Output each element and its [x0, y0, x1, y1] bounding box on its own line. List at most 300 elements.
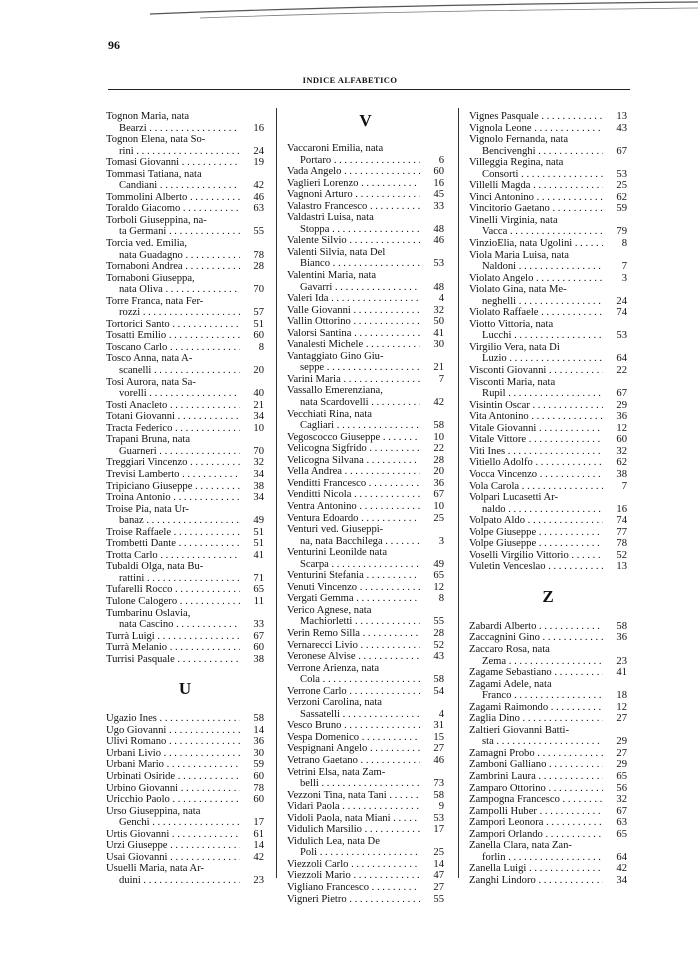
entry-page-number: 58: [433, 420, 444, 432]
entry-page-number: 21: [253, 399, 264, 411]
index-column-3: [469, 111, 627, 886]
entry-name-line: Zagame Sebastiano . . .: [469, 667, 603, 679]
entry-name-line: Tommasi Tatiana, nata: [106, 168, 202, 180]
entry-name-continuation: neghelli . . .: [469, 296, 603, 308]
entry-name: [287, 212, 420, 235]
index-entry: [106, 238, 264, 261]
entry-name: [106, 261, 240, 273]
entry-name-line: Urso Giuseppina, nata: [106, 805, 201, 817]
index-entry: [106, 111, 264, 134]
page-number: 96: [108, 38, 120, 52]
index-entry: [287, 755, 444, 767]
entry-name-line: Urzi Giuseppe . . .: [106, 840, 240, 852]
entry-name-line: Tufarelli Rocco . . .: [106, 584, 240, 596]
entry-name: [469, 307, 603, 319]
entry-name-line: Urbino Giovanni . . .: [106, 783, 240, 795]
entry-page-number: 32: [433, 304, 444, 316]
entry-name: [287, 501, 420, 513]
index-entry: [106, 631, 264, 643]
section-letter: Z: [542, 586, 554, 606]
entry-name-line: Tubaldi Olga, nata Bu-: [106, 561, 204, 573]
entry-name: [106, 238, 240, 261]
entry-name: [106, 423, 240, 435]
entry-page-number: 17: [433, 824, 444, 836]
entry-name: [106, 469, 240, 481]
entry-page-number: 70: [253, 284, 264, 296]
index-entry: [469, 180, 627, 192]
entry-name-line: Valdastri Luisa, nata: [287, 212, 374, 224]
entry-name: [287, 166, 420, 178]
index-entry: [469, 457, 627, 469]
entry-page-number: 3: [621, 272, 627, 284]
entry-page-number: 73: [433, 778, 444, 790]
index-entry: [287, 859, 444, 871]
index-entry: [287, 409, 444, 432]
entry-name-line: Usai Giovanni . . .: [106, 852, 240, 864]
entry-name-line: Urbani Mario . . .: [106, 759, 240, 771]
entry-page-number: 53: [616, 168, 627, 180]
entry-name: [106, 157, 240, 169]
entry-name: [287, 686, 420, 698]
entry-name-line: Tumbarinu Oslavia,: [106, 607, 191, 619]
entry-name-continuation: rozzi . . .: [106, 307, 240, 319]
entry-name-line: Tommolini Alberto . . .: [106, 192, 240, 204]
index-entry: [469, 123, 627, 135]
index-entry: [106, 608, 264, 631]
index-entry: [469, 783, 627, 795]
index-entry: [469, 794, 627, 806]
entry-name-line: Urbani Livio . . .: [106, 748, 240, 760]
entry-name: [287, 593, 420, 605]
index-entry: [287, 628, 444, 640]
entry-name: [469, 319, 603, 342]
index-entry: [469, 829, 627, 841]
index-entry: [287, 570, 444, 582]
entry-name: [106, 829, 240, 841]
entry-page-number: 51: [253, 318, 264, 330]
entry-name-line: Viotto Vittoria, nata: [469, 318, 554, 330]
index-entry: [106, 319, 264, 331]
index-entry: [287, 663, 444, 686]
entry-name-line: Tornaboni Giuseppa,: [106, 272, 195, 284]
entry-name-line: Tracta Federico . . .: [106, 423, 240, 435]
entry-name-line: Verrone Carlo . . .: [287, 686, 420, 698]
entry-name-line: Visconti Giovanni . . .: [469, 365, 603, 377]
entry-page-number: 62: [616, 191, 627, 203]
entry-name-line: Treggiari Vincenzo . . .: [106, 457, 240, 469]
entry-page-number: 8: [621, 238, 627, 250]
entry-name: [287, 235, 420, 247]
entry-name: [287, 178, 420, 190]
entry-name-line: Usuelli Maria, nata Ar-: [106, 863, 205, 875]
index-entry: [469, 446, 627, 458]
entry-page-number: 8: [258, 341, 264, 353]
entry-name: [469, 111, 603, 123]
entry-name-line: Valentini Maria, nata: [287, 270, 377, 282]
index-entry: [106, 353, 264, 376]
entry-name-line: Vanalesti Michele . . .: [287, 339, 420, 351]
entry-name-line: Vergati Gemma . . .: [287, 593, 420, 605]
entry-page-number: 48: [433, 281, 444, 293]
entry-page-number: 32: [616, 445, 627, 457]
entry-name: [469, 794, 603, 806]
entry-name: [469, 527, 603, 539]
entry-name: [287, 732, 420, 744]
entry-page-number: 27: [433, 743, 444, 755]
entry-page-number: 38: [253, 653, 264, 665]
entry-page-number: 53: [433, 812, 444, 824]
entry-name-continuation: naldo . . .: [469, 504, 603, 516]
entry-page-number: 48: [433, 223, 444, 235]
entry-page-number: 65: [433, 570, 444, 582]
entry-page-number: 34: [253, 468, 264, 480]
entry-name: [106, 840, 240, 852]
entry-page-number: 65: [616, 770, 627, 782]
entry-name-line: Visconti Maria, nata: [469, 376, 556, 388]
entry-name: [287, 743, 420, 755]
index-entry: [469, 644, 627, 667]
index-entry: [106, 736, 264, 748]
entry-name: [106, 561, 240, 584]
entry-name-line: Zampori Orlando . . .: [469, 829, 603, 841]
entry-page-number: 70: [253, 445, 264, 457]
index-entry: [287, 455, 444, 467]
entry-name: [106, 377, 240, 400]
entry-name-line: VinzioElia, nata Ugolini . . .: [469, 238, 603, 250]
entry-page-number: 25: [616, 180, 627, 192]
entry-name-line: Vigliano Francesco . . .: [287, 882, 420, 894]
index-entry: [106, 457, 264, 469]
entry-name: [287, 143, 420, 166]
entry-page-number: 64: [616, 353, 627, 365]
entry-name: [469, 180, 603, 192]
entry-name: [469, 377, 603, 400]
entry-name-line: Troina Antonio . . .: [106, 492, 240, 504]
entry-name-continuation: nata Scardovelli . . .: [287, 397, 420, 409]
entry-page-number: 31: [433, 720, 444, 732]
entry-name-continuation: na, nata Bacchilega . . .: [287, 536, 420, 548]
entry-name-line: Viola Maria Luisa, nata: [469, 249, 569, 261]
entry-name: [106, 319, 240, 331]
entry-name-line: Tornaboni Andrea . . .: [106, 261, 240, 273]
entry-name-continuation: rini . . .: [106, 146, 240, 158]
index-entry: [287, 305, 444, 317]
entry-name: [287, 836, 420, 859]
index-entry: [287, 582, 444, 594]
entry-name-line: Zaglia Dino . . .: [469, 713, 603, 725]
entry-name-line: Torboli Giuseppina, na-: [106, 214, 207, 226]
entry-page-number: 65: [253, 584, 264, 596]
entry-page-number: 16: [616, 503, 627, 515]
entry-name: [106, 330, 240, 342]
entry-name-line: Vaglieri Lorenzo . . .: [287, 178, 420, 190]
entry-page-number: 23: [616, 655, 627, 667]
entry-name: [469, 806, 603, 818]
entry-page-number: 18: [616, 690, 627, 702]
entry-name-line: Vola Carola . . .: [469, 481, 603, 493]
entry-name-line: Zampolli Huber . . .: [469, 806, 603, 818]
entry-name: [287, 466, 420, 478]
entry-name: [469, 759, 603, 771]
entry-page-number: 47: [433, 870, 444, 882]
entry-name-line: Zanghi Lindoro . . .: [469, 875, 603, 887]
entry-name: [469, 561, 603, 573]
entry-name: [106, 771, 240, 783]
entry-name: [287, 201, 420, 213]
index-entry: [106, 829, 264, 841]
index-entry: [106, 713, 264, 725]
entry-name-line: Vada Angelo . . .: [287, 166, 420, 178]
entry-name: [106, 538, 240, 550]
entry-name-continuation: ta Germani . . .: [106, 226, 240, 238]
index-entry: [287, 790, 444, 802]
entry-page-number: 41: [616, 667, 627, 679]
entry-page-number: 78: [616, 538, 627, 550]
entry-name-line: Volpato Aldo . . .: [469, 515, 603, 527]
entry-name-line: Vinelli Virginia, nata: [469, 214, 558, 226]
entry-name: [287, 305, 420, 317]
entry-page-number: 4: [438, 293, 444, 305]
index-entry: [106, 134, 264, 157]
entry-page-number: 28: [433, 627, 444, 639]
index-entry: [106, 411, 264, 423]
entry-name: [287, 697, 420, 720]
index-entry: [287, 743, 444, 755]
entry-page-number: 12: [616, 701, 627, 713]
entry-page-number: 41: [433, 327, 444, 339]
index-entry: [469, 434, 627, 446]
entry-name-line: Velicogna Silvana . . .: [287, 455, 420, 467]
entry-name: [469, 481, 603, 493]
index-entry: [287, 466, 444, 478]
entry-name-line: Venditti Francesco . . .: [287, 478, 420, 490]
entry-name: [106, 492, 240, 504]
entry-name-line: Zamboni Galliano . . .: [469, 759, 603, 771]
entry-name-line: Trapani Bruna, nata: [106, 434, 191, 446]
entry-name: [106, 783, 240, 795]
entry-name: [287, 640, 420, 652]
entry-name: [287, 385, 420, 408]
entry-name: [287, 824, 420, 836]
entry-name: [287, 432, 420, 444]
entry-name: [469, 342, 603, 365]
entry-name-line: Ventra Antonino . . .: [287, 501, 420, 513]
entry-name-line: Zagami Adele, nata: [469, 678, 552, 690]
entry-name-line: Venturini Leonilde nata: [287, 547, 388, 559]
index-entry: [287, 882, 444, 894]
entry-name-line: Toscano Carlo . . .: [106, 342, 240, 354]
entry-name: [106, 134, 240, 157]
entry-name-line: Violato Gina, nata Me-: [469, 284, 567, 296]
entry-name: [106, 111, 240, 134]
entry-name-line: Ventura Edoardo . . .: [287, 513, 420, 525]
entry-name: [469, 134, 603, 157]
index-entry: [469, 806, 627, 818]
entry-name-line: Ugazio Ines . . .: [106, 713, 240, 725]
entry-name-continuation: nata Oliva . . .: [106, 284, 240, 296]
index-entry: [469, 875, 627, 887]
entry-name: [287, 605, 420, 628]
entry-name: [469, 215, 603, 238]
entry-name-line: Valeri Ida . . .: [287, 293, 420, 305]
entry-page-number: 34: [616, 874, 627, 886]
entry-page-number: 30: [433, 339, 444, 351]
index-entry: [469, 527, 627, 539]
entry-name-line: Vidulich Lea, nata De: [287, 835, 380, 847]
entry-name-line: Toraldo Giacomo . . .: [106, 203, 240, 215]
entry-name: [469, 550, 603, 562]
index-entry: [469, 400, 627, 412]
entry-name: [469, 434, 603, 446]
entry-page-number: 20: [433, 466, 444, 478]
entry-name-line: Troise Raffaele . . .: [106, 527, 240, 539]
entry-name-continuation: nata Cascino . . .: [106, 619, 240, 631]
entry-name-line: Verrone Arienza, nata: [287, 662, 380, 674]
entry-name: [469, 192, 603, 204]
entry-page-number: 28: [433, 454, 444, 466]
index-entry: [106, 434, 264, 457]
entry-page-number: 14: [433, 858, 444, 870]
index-entry: [106, 725, 264, 737]
entry-name: [287, 813, 420, 825]
entry-name-line: Troise Pia, nata Ur-: [106, 503, 189, 515]
entry-page-number: 7: [621, 480, 627, 492]
entry-page-number: 63: [253, 203, 264, 215]
entry-page-number: 60: [253, 330, 264, 342]
index-entry: [287, 247, 444, 270]
entry-name-line: Vella Andrea . . .: [287, 466, 420, 478]
entry-name: [469, 829, 603, 841]
entry-name-line: Vitiello Adolfo . . .: [469, 457, 603, 469]
entry-page-number: 63: [616, 817, 627, 829]
entry-name-line: Vincitorio Gaetano . . .: [469, 203, 603, 215]
index-entry: [287, 270, 444, 293]
index-entry: [287, 605, 444, 628]
index-entry: [469, 157, 627, 180]
entry-name-line: Violato Raffaele . . .: [469, 307, 603, 319]
entry-name-continuation: Vacca . . .: [469, 226, 603, 238]
entry-name: [287, 293, 420, 305]
entry-name: [469, 250, 603, 273]
entry-name-line: Villeggia Regina, nata: [469, 157, 564, 169]
index-entry: [469, 307, 627, 319]
entry-page-number: 58: [433, 789, 444, 801]
index-entry: [106, 759, 264, 771]
index-entry: [106, 469, 264, 481]
entry-name-continuation: Naldoni . . .: [469, 261, 603, 273]
entry-page-number: 6: [438, 154, 444, 166]
index-entry: [287, 501, 444, 513]
entry-name-line: Zaccaro Rosa, nata: [469, 643, 550, 655]
index-entry: [287, 351, 444, 374]
entry-name-continuation: Candiani . . .: [106, 180, 240, 192]
entry-name: [106, 748, 240, 760]
section-letter: V: [359, 111, 372, 130]
index-entry: [469, 817, 627, 829]
index-entry: [287, 385, 444, 408]
entry-name-continuation: Rupil . . .: [469, 388, 603, 400]
entry-name: [469, 400, 603, 412]
index-entry: [287, 870, 444, 882]
index-entry: [287, 894, 444, 906]
entry-name-line: Vespa Domenico . . .: [287, 732, 420, 744]
entry-name-line: Vocca Vincenzo . . .: [469, 469, 603, 481]
entry-name: [287, 443, 420, 455]
entry-page-number: 40: [253, 388, 264, 400]
entry-page-number: 15: [433, 731, 444, 743]
entry-name-line: Zamparo Ottorino . . .: [469, 783, 603, 795]
entry-page-number: 74: [616, 307, 627, 319]
entry-page-number: 34: [253, 411, 264, 423]
entry-page-number: 67: [616, 388, 627, 400]
entry-name-line: Volpe Giuseppe . . .: [469, 527, 603, 539]
entry-page-number: 50: [433, 316, 444, 328]
entry-name-continuation: duini . . .: [106, 875, 240, 887]
entry-name-line: Zanella Luigi . . .: [469, 863, 603, 875]
index-entry: [287, 489, 444, 501]
entry-page-number: 33: [253, 619, 264, 631]
entry-page-number: 60: [253, 642, 264, 654]
entry-name-line: Vignola Leone . . .: [469, 123, 603, 135]
entry-page-number: 20: [253, 365, 264, 377]
entry-name: [106, 608, 240, 631]
entry-name-line: Totani Giovanni . . .: [106, 411, 240, 423]
entry-name: [106, 457, 240, 469]
entry-page-number: 74: [616, 515, 627, 527]
entry-page-number: 60: [253, 794, 264, 806]
entry-page-number: 67: [616, 805, 627, 817]
entry-name-line: Zamagni Probo . . .: [469, 748, 603, 760]
entry-page-number: 36: [616, 411, 627, 423]
entry-name-line: Vignes Pasquale . . .: [469, 111, 603, 123]
entry-name: [106, 400, 240, 412]
entry-name-line: Valastro Francesco . . .: [287, 201, 420, 213]
index-entry: [106, 342, 264, 354]
entry-page-number: 42: [253, 180, 264, 192]
entry-page-number: 10: [433, 500, 444, 512]
entry-name-line: Varini Maria . . .: [287, 374, 420, 386]
entry-name-continuation: forlin . . .: [469, 852, 603, 864]
entry-name: [469, 123, 603, 135]
entry-name: [106, 806, 240, 829]
index-entry: [469, 469, 627, 481]
entry-page-number: 59: [616, 203, 627, 215]
entry-page-number: 51: [253, 526, 264, 538]
index-entry: [469, 423, 627, 435]
entry-name-continuation: Bianco . . .: [287, 258, 420, 270]
entry-name: [287, 651, 420, 663]
index-entry: [106, 215, 264, 238]
index-entry: [106, 550, 264, 562]
entry-name-line: Tortorici Santo . . .: [106, 319, 240, 331]
entry-name-line: Trombetti Dante . . .: [106, 538, 240, 550]
entry-name: [106, 504, 240, 527]
entry-name: [106, 481, 240, 493]
entry-name-line: Vezzoni Tina, nata Tani . . .: [287, 790, 420, 802]
index-entry: [106, 423, 264, 435]
entry-page-number: 36: [616, 632, 627, 644]
index-entry: [287, 432, 444, 444]
entry-page-number: 49: [433, 558, 444, 570]
index-entry: [106, 783, 264, 795]
entry-name-continuation: seppe . . .: [287, 362, 420, 374]
column-separator: [458, 108, 459, 878]
entry-name: [469, 771, 603, 783]
entry-name: [469, 492, 603, 515]
entry-name-line: Velicogna Sigfrido . . .: [287, 443, 420, 455]
entry-page-number: 55: [253, 226, 264, 238]
entry-name: [287, 351, 420, 374]
